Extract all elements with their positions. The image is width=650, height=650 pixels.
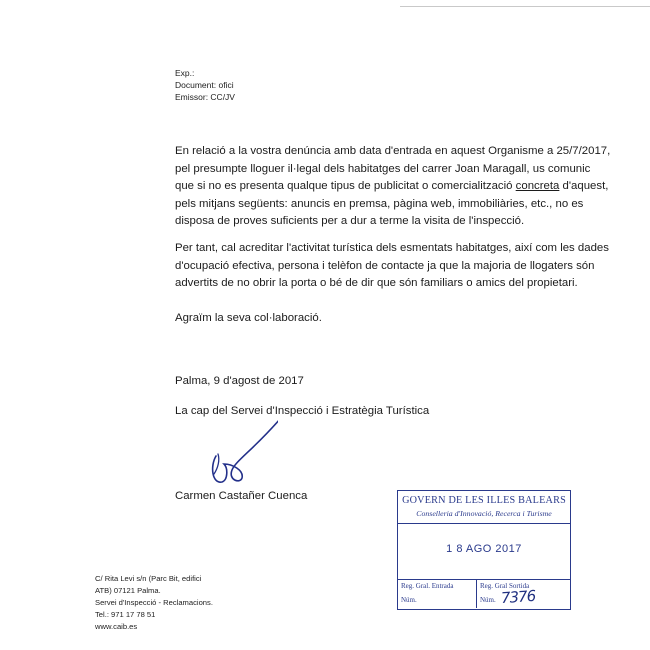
paragraph-2-line-3: advertits de no obrir la porta o bé de dir que són familiars o amics del propietari. [175,277,578,290]
stamp-divider [398,523,570,524]
stamp-exit-label: Reg. Gral Sortida [480,582,530,590]
paragraph-1-line-3 [175,178,645,196]
letter-date: Palma, 9 d'agost de 2017 [175,375,304,387]
stamp-exit-cell [477,579,570,608]
stamp-exit-num-label: Núm. [480,596,496,604]
paragraph-1-line-3-end: d'aquest, [559,180,609,193]
footer-line-2: ATB) 07121 Palma. [95,586,161,595]
stamp-entry-cell [398,579,477,608]
paragraph-1-line-4: pels mitjans següents: anuncis en premsa, pàgina web, immobiliàries, etc., no es [175,197,584,210]
stamp-title: GOVERN DE LES ILLES BALEARS [402,495,566,506]
paragraph-1-line-2: pel presumpte lloguer il·legal dels habitatges del carrer Joan Maragall, us comunic [175,162,591,175]
paragraph-1-line-5: disposa de proves suficients per a dur a terme la visita de l'inspecció. [175,215,525,228]
footer-line-4: Tel.: 971 17 78 51 [95,610,156,619]
emissor-label: Emissor: CC/JV [175,92,235,102]
footer-line-5: www.caib.es [95,622,138,631]
footer-line-1: C/ Rita Levi s/n (Parc Bit, edifici [95,574,202,583]
signer-name: Carmen Castañer Cuenca [175,490,308,502]
paragraph-2-line-1: Per tant, cal acreditar l'activitat turística dels esmentats habitatges, així com les dades [175,242,609,254]
registry-stamp [397,490,571,610]
stamp-entry-label: Reg. Gral. Entrada [401,582,454,590]
stamp-exit-number: 7376 [500,586,536,608]
document-label: Document: ofici [175,80,234,90]
paragraph-3: Agraïm la seva col·laboració. [175,312,322,324]
stamp-date: 1 8 AGO 2017 [446,543,522,555]
top-divider [400,6,650,7]
paragraph-1-line-1: En relació a la vostra denúncia amb data d'entrada en aquest Organisme a 25/7/2017, [175,145,611,157]
paragraph-1 [175,143,645,231]
stamp-subtitle: Conselleria d'Innovació, Recerca i Turisme [416,509,552,518]
paragraph-2 [175,240,645,293]
paragraph-1-line-3-start: que si no es presenta qualque tipus de publicitat o comercialització [175,180,516,193]
handwritten-signature [198,408,278,488]
footer-address [95,573,213,633]
signer-role: La cap del Servei d'Inspecció i Estratègia Turística [175,405,430,417]
exp-label: Exp.: [175,68,195,78]
paragraph-2-line-2: d'ocupació efectiva, persona i telèfon de contacte ja que la majoria de llogaters són [175,259,595,272]
underlined-word: concreta [515,180,560,193]
document-reference [175,67,235,103]
stamp-entry-num-label: Núm. [401,596,417,604]
footer-line-3: Servei d'Inspecció - Reclamacions. [95,598,213,607]
